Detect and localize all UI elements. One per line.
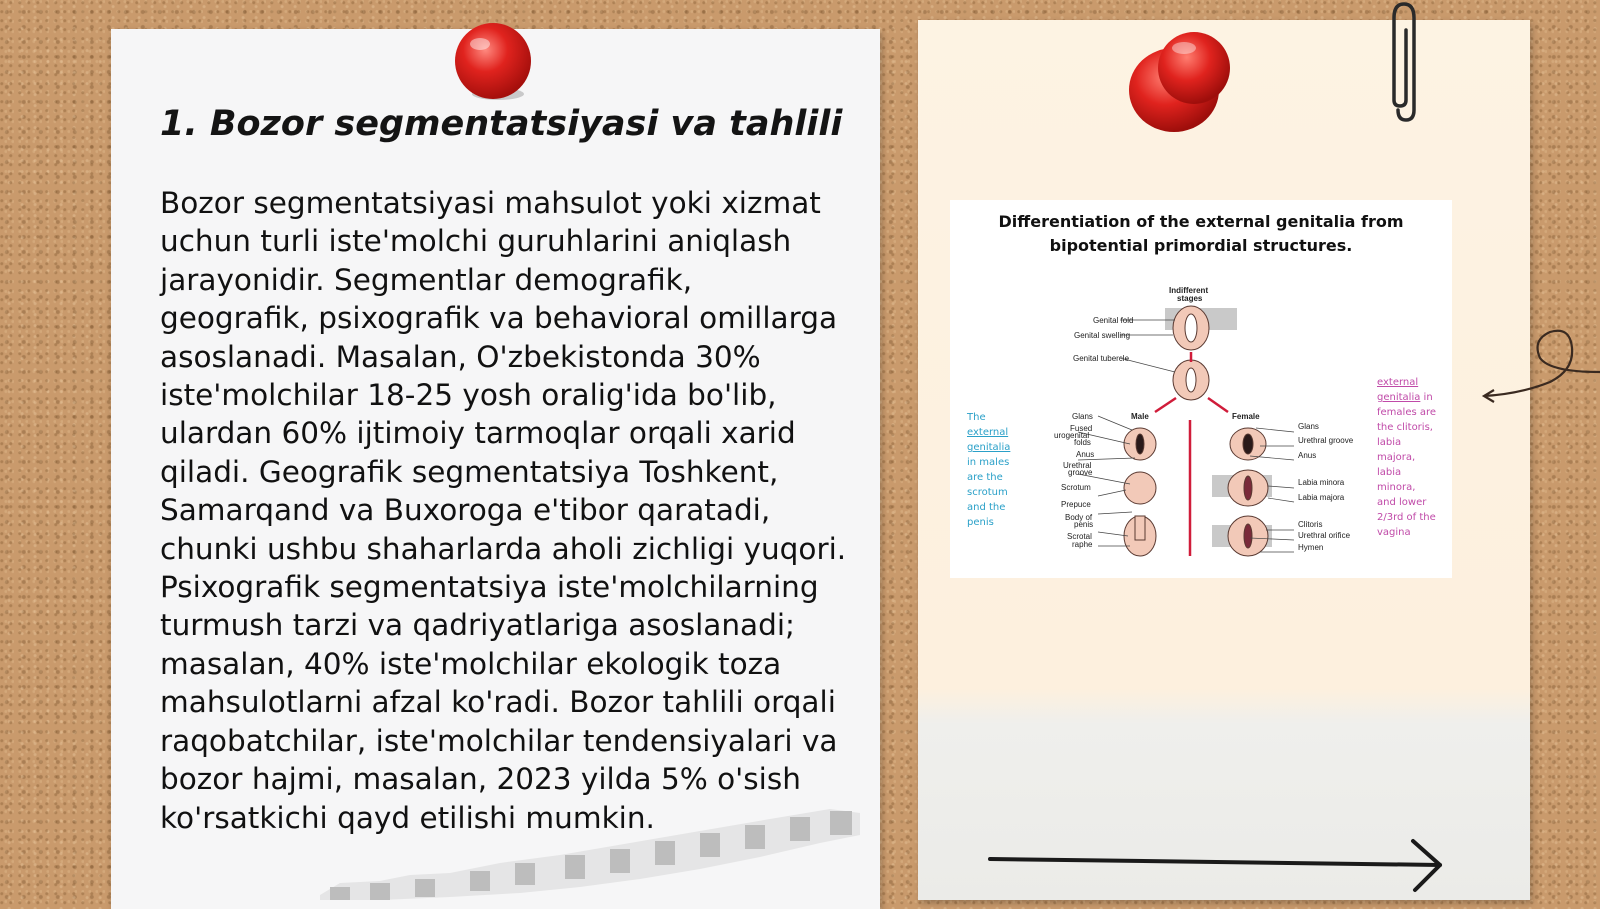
push-pin-icon (450, 22, 540, 104)
slide-title: 1. Bozor segmentatsiyasi va tahlili (160, 104, 843, 144)
figure-title: Differentiation of the external genitalia from bipotential primordial structures. (998, 212, 1404, 255)
female-note: external genitalia in females are the clitoris, labia majora, labia minora, and lower 2/3rd of the vagina (1377, 377, 1437, 538)
male-note: The external genitalia in males are the scrotum and the penis (967, 412, 1011, 528)
female-note-link[interactable]: external genitalia (1377, 377, 1421, 403)
arrow-right-icon (985, 835, 1455, 895)
paper-clip-icon (1376, 0, 1426, 125)
push-pin-icon (1122, 28, 1242, 138)
curly-arrow-icon (1480, 310, 1600, 410)
genitalia-diagram-figure: Differentiation of the external genitalia from bipotential primordial structures. The external genitalia in males are the scrotum and the penis external genitalia in females are the clitoris, labia majora, labia minora, and lower 2/3rd of the vagina Indifferent stages Genital fold Genital swelling Genital tubercle Male Female Glans Fused urogenital folds Anus Urethral groove Scrotum Prepuce Body of penis Scrotal raphe Glans Urethral groove Anus Labia minora Labia majora Clitoris Urethral orifice Hymen (950, 200, 1452, 578)
diagram-drawing (950, 200, 1452, 578)
male-note-link[interactable]: external genitalia (967, 427, 1011, 453)
slide-body-text: Bozor segmentatsiyasi mahsulot yoki xizmat uchun turli iste'molchi guruhlarini aniqlash jarayonidir. Segmentlar demografik, geografik, psixografik va behavioral omillarga asoslanadi. Masalan, O'zbekistonda 30% iste'molchilar 18-25 yosh oralig'ida bo'lib, ulardan 60% ijtimoiy tarmoqlar orqali xarid qiladi. Geografik segmentatsiya Toshkent, Samarqand va Buxoroga e'tibor qaratadi, chunki ushbu shaharlarda aholi zichligi yuqori. Psixografik segmentatsiya iste'molchilarning turmush tarzi va qadriyatlariga asoslanadi; masalan, 40% iste'molchilar ekologik toza mahsulotlarni afzal ko'radi. Bozor tahlili orqali raqobatchilar, iste'molchilar tendensiyalari va bozor hajmi, masalan, 2023 yilda 5% o'sish ko'rsatkichi qayd etilishi mumkin. (160, 186, 847, 835)
